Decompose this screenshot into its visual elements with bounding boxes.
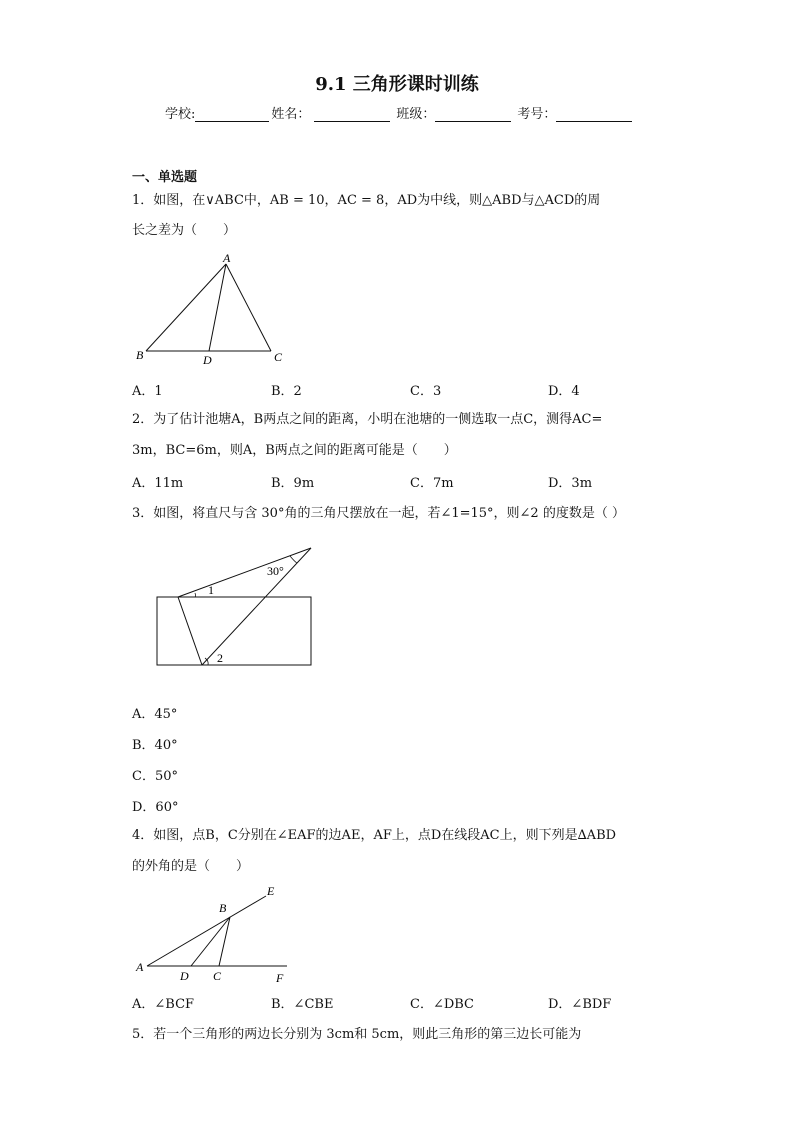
- q3-option-b[interactable]: B．40°: [132, 738, 178, 753]
- q4-angle-figure: [130, 880, 300, 988]
- q3-line1: 3．如图，将直尺与含 30°角的三角尺摆放在一起，若∠1=15°，则∠2 的度数是（ ）: [132, 506, 625, 521]
- class-label: 班级：: [396, 107, 436, 122]
- q3-angle1-arc: [195, 593, 196, 597]
- q3-angle30-arc: [290, 556, 297, 563]
- name-label: 姓名：: [271, 107, 311, 122]
- q1-label-b: B: [136, 348, 144, 362]
- name-blank[interactable]: [314, 107, 390, 122]
- section-title: 一、单选题: [132, 170, 198, 185]
- q2-option-b[interactable]: B．9m: [271, 476, 315, 491]
- q1-triangle-figure: [130, 250, 300, 375]
- q2-line2: 3m，BC=6m，则A，B两点之间的距离可能是（ ）: [132, 443, 457, 458]
- q4-option-c[interactable]: C．∠DBC: [410, 997, 475, 1012]
- q3-option-c[interactable]: C．50°: [132, 769, 178, 784]
- q3-ruler-triangle-figure: [150, 540, 320, 675]
- q4-option-a[interactable]: A．∠BCF: [132, 997, 195, 1012]
- student-info-line: [165, 103, 634, 122]
- page-title: 9.1 三角形课时训练: [315, 74, 479, 95]
- q4-label-f: F: [276, 971, 284, 985]
- q2-option-a[interactable]: A．11m: [132, 476, 184, 491]
- q2-option-d[interactable]: D．3m: [548, 476, 593, 491]
- q4-label-a: A: [136, 960, 144, 974]
- school-label: 学校:: [165, 107, 196, 122]
- q1-option-d[interactable]: D．4: [548, 384, 580, 399]
- q3-triangle-left-side: [178, 597, 202, 665]
- q4-label-d: D: [180, 969, 189, 983]
- q3-label-2: 2: [217, 651, 223, 665]
- q2-option-c[interactable]: C．7m: [410, 476, 454, 491]
- q3-triangle-top-side: [178, 548, 311, 597]
- q4-label-c: C: [213, 969, 222, 983]
- q4-label-e: E: [267, 884, 275, 898]
- q3-option-a[interactable]: A．45°: [132, 707, 178, 722]
- q2-line1: 2．为了估计池塘A，B两点之间的距离，小明在池塘的一侧选取一点C，测得AC=: [132, 412, 603, 427]
- class-blank[interactable]: [435, 107, 511, 122]
- q3-label-1: 1: [208, 583, 214, 597]
- q1-side-ab: [146, 264, 226, 351]
- q3-option-d[interactable]: D．60°: [132, 800, 179, 815]
- q1-option-a[interactable]: A．1: [132, 384, 163, 399]
- number-label: 考号：: [517, 107, 557, 122]
- q1-label-c: C: [274, 350, 283, 364]
- school-blank[interactable]: [195, 107, 269, 122]
- q3-label-30: 30°: [267, 564, 284, 578]
- q1-label-d: D: [203, 353, 212, 367]
- q3-triangle-hypotenuse: [202, 548, 311, 665]
- q1-label-a: A: [223, 251, 231, 265]
- q4-line2: 的外角的是（ ）: [132, 859, 250, 874]
- q1-line2: 长之差为（ ）: [132, 223, 237, 238]
- q1-option-c[interactable]: C．3: [410, 384, 442, 399]
- q1-median-ad: [209, 264, 226, 351]
- q4-option-d[interactable]: D．∠BDF: [548, 997, 612, 1012]
- q1-option-b[interactable]: B．2: [271, 384, 302, 399]
- q4-ray-ae: [147, 896, 266, 966]
- q4-label-b: B: [219, 901, 227, 915]
- q5-line1: 5．若一个三角形的两边长分别为 3cm和 5cm，则此三角形的第三边长可能为: [132, 1027, 582, 1042]
- number-blank[interactable]: [556, 107, 632, 122]
- q1-side-ac: [226, 264, 271, 351]
- q4-line1: 4．如图，点B，C分别在∠EAF的边AE，AF上，点D在线段AC上，则下列是∆ABD: [132, 828, 617, 843]
- q1-line1: 1．如图，在∨ABC中，AB = 10，AC = 8，AD为中线，则△ABD与△ACD的周: [132, 193, 601, 208]
- q4-option-b[interactable]: B．∠CBE: [271, 997, 334, 1012]
